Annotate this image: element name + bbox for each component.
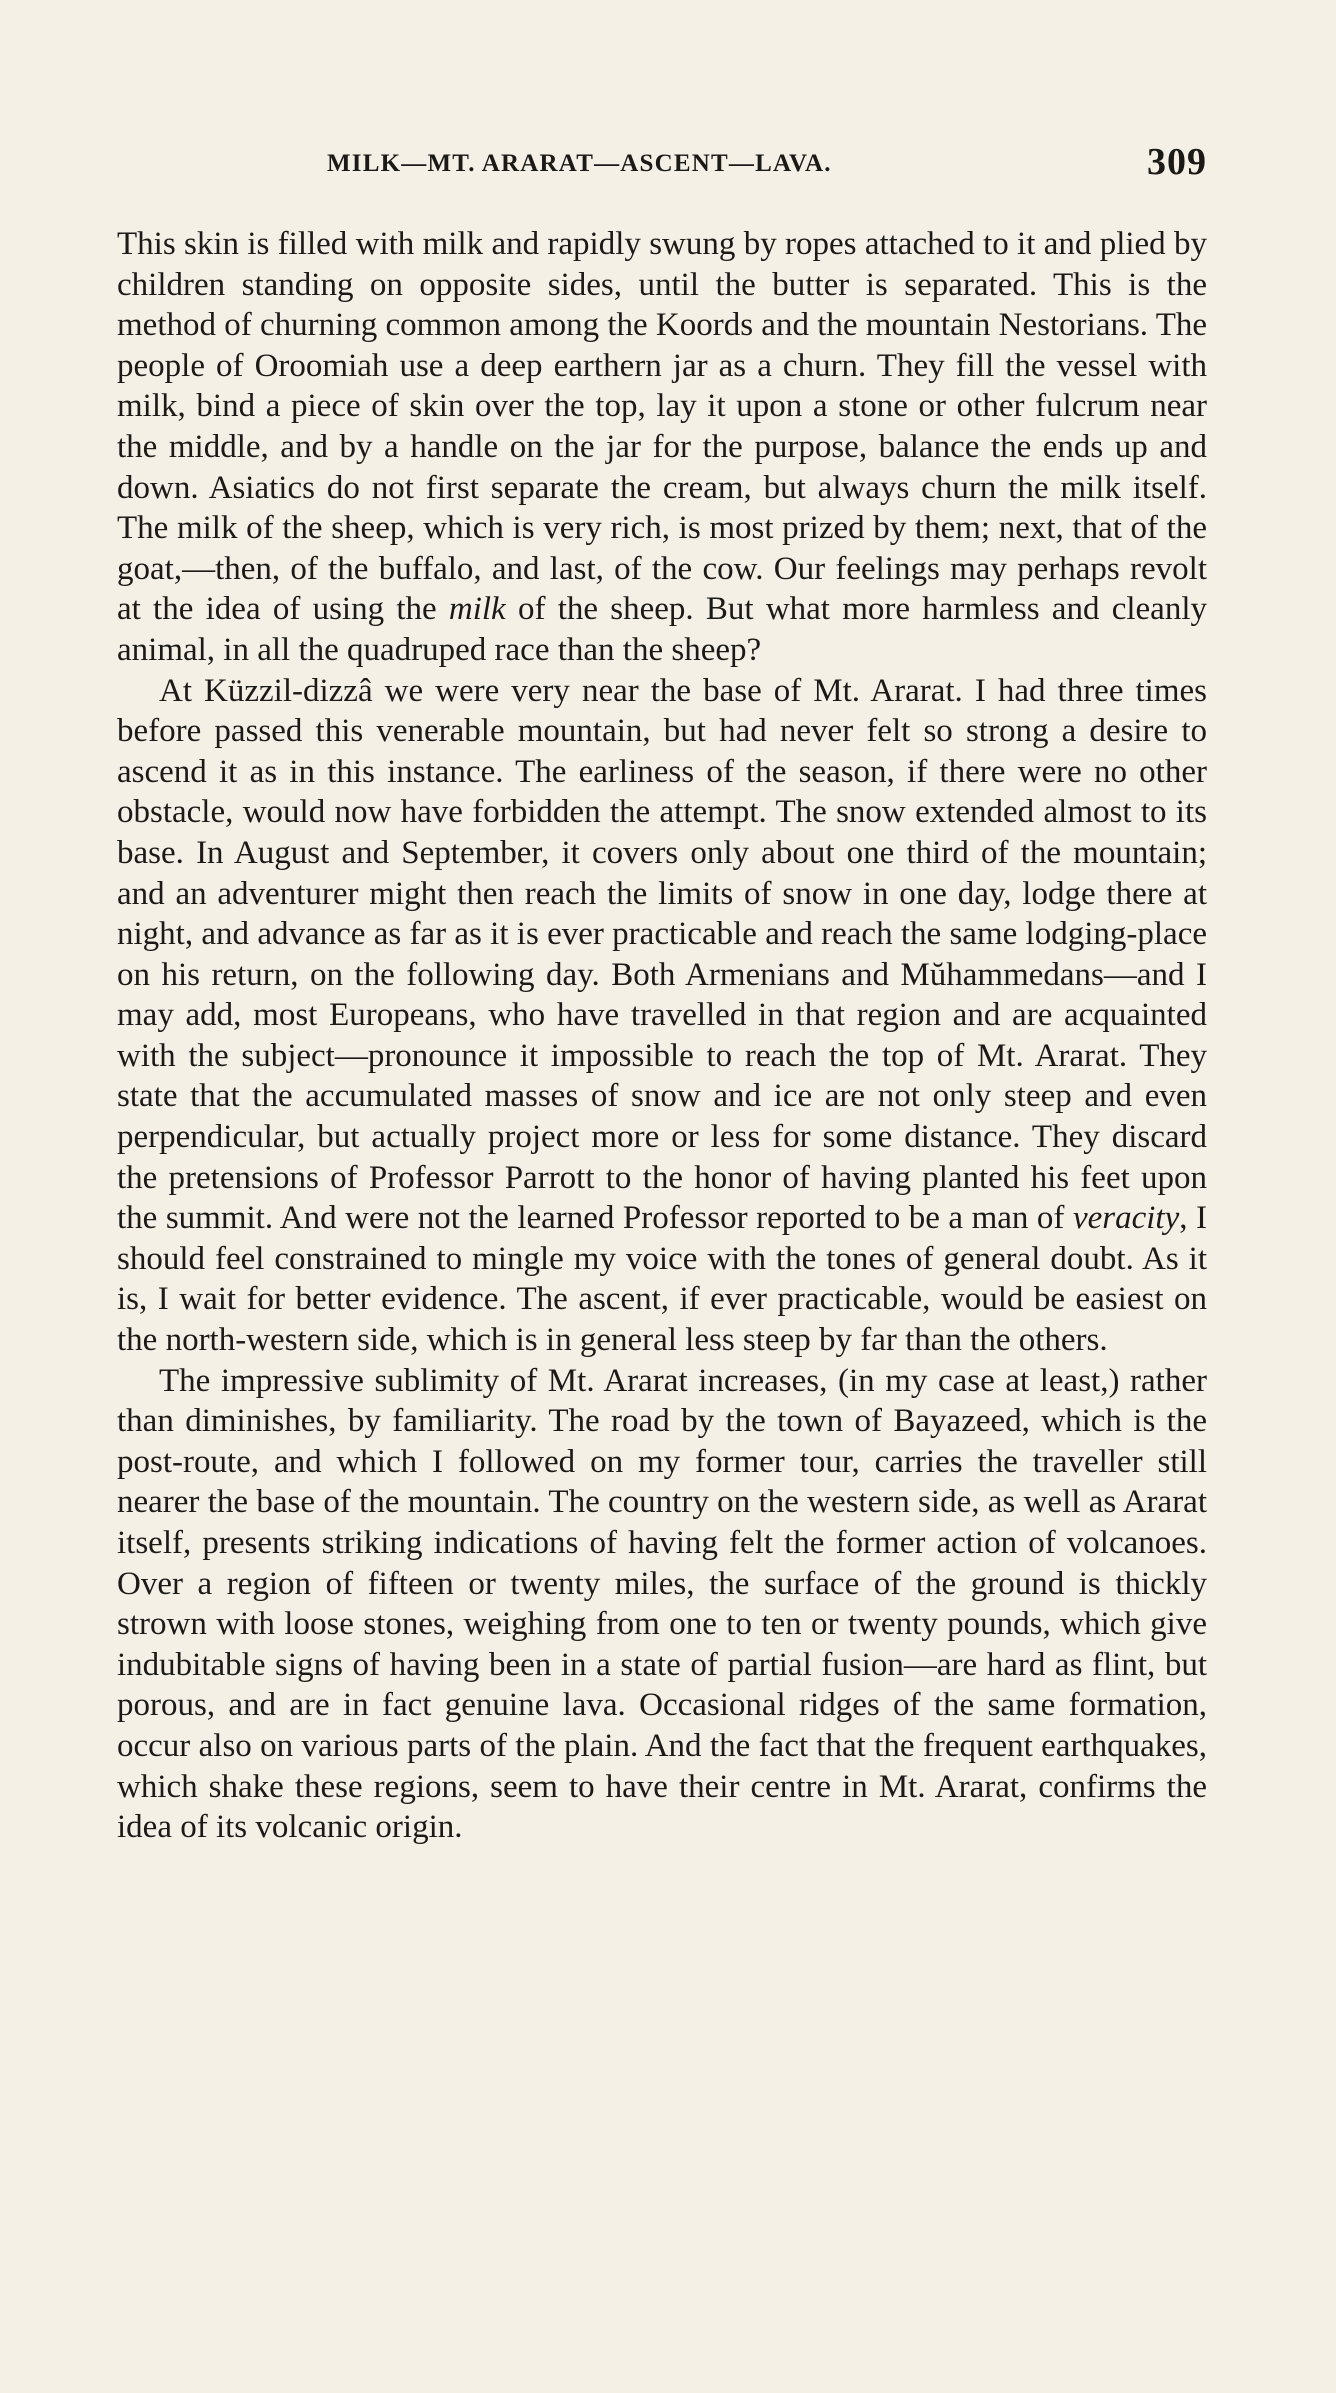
page-number: 309 [1147, 141, 1207, 183]
running-head [117, 140, 1207, 190]
italic-word: veracity [1072, 1200, 1180, 1237]
paragraph-text: The impressive sublimity of Mt. Ararat increases, (in my case at least,) rather than diminishes, by familiarity. The road by the town of Bayazeed, which is the post-route, and which I followed on my former tour, carries the traveller still nearer the base of the mountain. The country on the western side, as well as Ararat itself, presents striking indications of having felt the former action of volcanoes. Over a region of fifteen or twenty miles, the surface of the ground is thickly strown with loose stones, weighing from one to ten or twenty pounds, which give indubitable signs of having been in a state of partial fusion—are hard as flint, but porous, and are in fact genuine lava. Occasional ridges of the same formation, occur also on various parts of the plain. And the fact that the frequent earthquakes, which shake these regions, seem to have their centre in Mt. Ararat, confirms the idea of its volcanic origin. [117, 1362, 1207, 1846]
running-title: MILK—MT. ARARAT—ASCENT—LAVA. [327, 150, 832, 177]
paragraph-text: , I should feel constrained to mingle my voice with the tones of general doubt. As it is, I wait for better evidence. The ascent, if ever practicable, would be easiest on the north-western side, which is in general less steep by far than the others. [117, 1200, 1207, 1359]
paragraph-ararat-ascent [117, 671, 1207, 1361]
paragraph-text: This skin is filled with milk and rapidly swung by ropes attached to it and plied by children standing on opposite sides, until the butter is separated. This is the method of churning common among the Koords and the mountain Nestorians. The people of Oroomiah use a deep earthern jar as a churn. They fill the vessel with milk, bind a piece of skin over the top, lay it upon a stone or other fulcrum near the middle, and by a handle on the jar for the purpose, balance the ends up and down. Asiatics do not first separate the cream, but always churn the milk itself. The milk of the sheep, which is very rich, is most prized by them; next, that of the goat,—then, of the buffalo, and last, of the cow. Our feelings may perhaps revolt at the idea of using the [117, 226, 1208, 628]
paragraph-churning [117, 224, 1207, 671]
paragraph-volcanic-origin [117, 1361, 1207, 1848]
italic-word: milk [448, 591, 506, 628]
paragraph-text: of the sheep. But what more harmless and cleanly animal, in all the quadruped race than the sheep? [117, 591, 1207, 668]
paragraph-text: At Küzzil-dizzâ we were very near the base of Mt. Ararat. I had three times before passed this venerable mountain, but had never felt so strong a desire to ascend it as in this instance. The earliness of the season, if there were no other obstacle, would now have forbidden the attempt. The snow extended almost to its base. In August and September, it covers only about one third of the mountain; and an adventurer might then reach the limits of snow in one day, lodge there at night, and advance as far as it is ever practicable and reach the same lodging-place on his return, on the following day. Both Armenians and Mŭhammedans—and I may add, most Europeans, who have travelled in that region and are acquainted with the subject—pronounce it impossible to reach the top of Mt. Ararat. They state that the accumulated masses of snow and ice are not only steep and even perpendicular, but actually project more or less for some distance. They discard the pretensions of Professor Parrott to the honor of having planted his feet upon the summit. And were not the learned Professor reported to be a man of [117, 672, 1207, 1237]
body-text [117, 224, 1207, 1848]
